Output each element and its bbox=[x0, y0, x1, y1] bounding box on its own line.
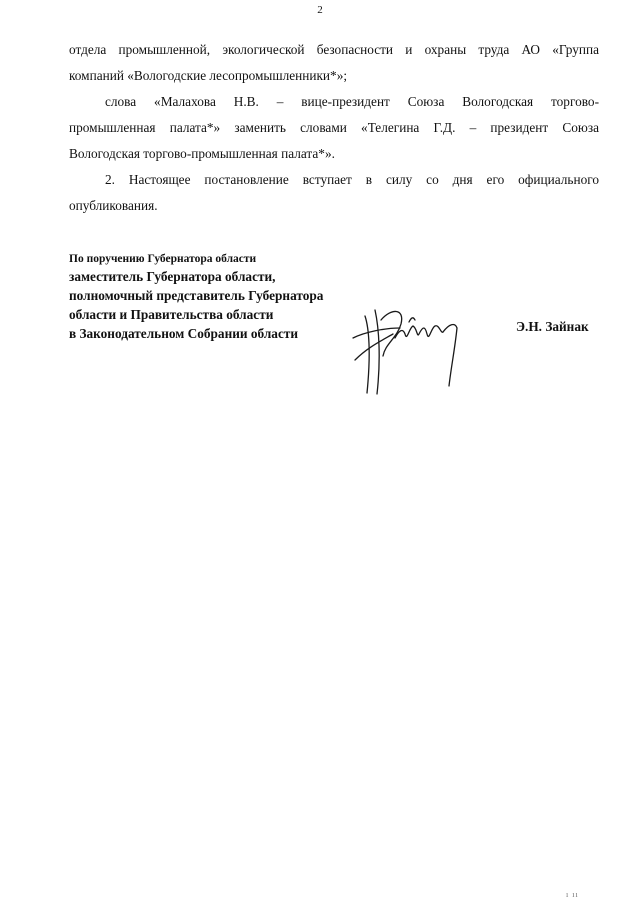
document-body bbox=[69, 37, 599, 219]
paragraph-2-line-2: промышленная палата*» заменить словами «Телегина Г.Д. – президент Союза bbox=[69, 120, 599, 135]
signer-title-line-2: полномочный представитель Губернатора bbox=[69, 288, 324, 303]
paragraph-3 bbox=[69, 167, 599, 219]
paragraph-2 bbox=[69, 89, 599, 167]
signer-title-line-1: заместитель Губернатора области, bbox=[69, 269, 276, 284]
paragraph-1-line-2: компаний «Вологодские лесопромышленники*»; bbox=[69, 68, 348, 83]
paragraph-2-line-3: Вологодская торгово-промышленная палата*». bbox=[69, 146, 335, 161]
paragraph-3-line-1: 2. Настоящее постановление вступает в силу со дня его официального bbox=[105, 172, 599, 187]
signer-name: Э.Н. Зайнак bbox=[516, 319, 589, 334]
on-behalf-label: По поручению Губернатора области bbox=[69, 253, 257, 265]
handwritten-signature bbox=[345, 298, 470, 398]
paragraph-1 bbox=[69, 37, 599, 89]
signer-title-line-3: области и Правительства области bbox=[69, 307, 274, 322]
paragraph-2-line-1: слова «Малахова Н.В. – вице-президент Союза Вологодская торгово- bbox=[105, 94, 599, 109]
paragraph-3-line-2: опубликования. bbox=[69, 198, 158, 213]
paragraph-1-line-1: отдела промышленной, экологической безопасности и охраны труда АО «Группа bbox=[69, 42, 599, 57]
footer-mark: ı ıı bbox=[566, 890, 579, 899]
signer-title-line-4: в Законодательном Собрании области bbox=[69, 326, 299, 341]
page-number: 2 bbox=[317, 4, 323, 16]
